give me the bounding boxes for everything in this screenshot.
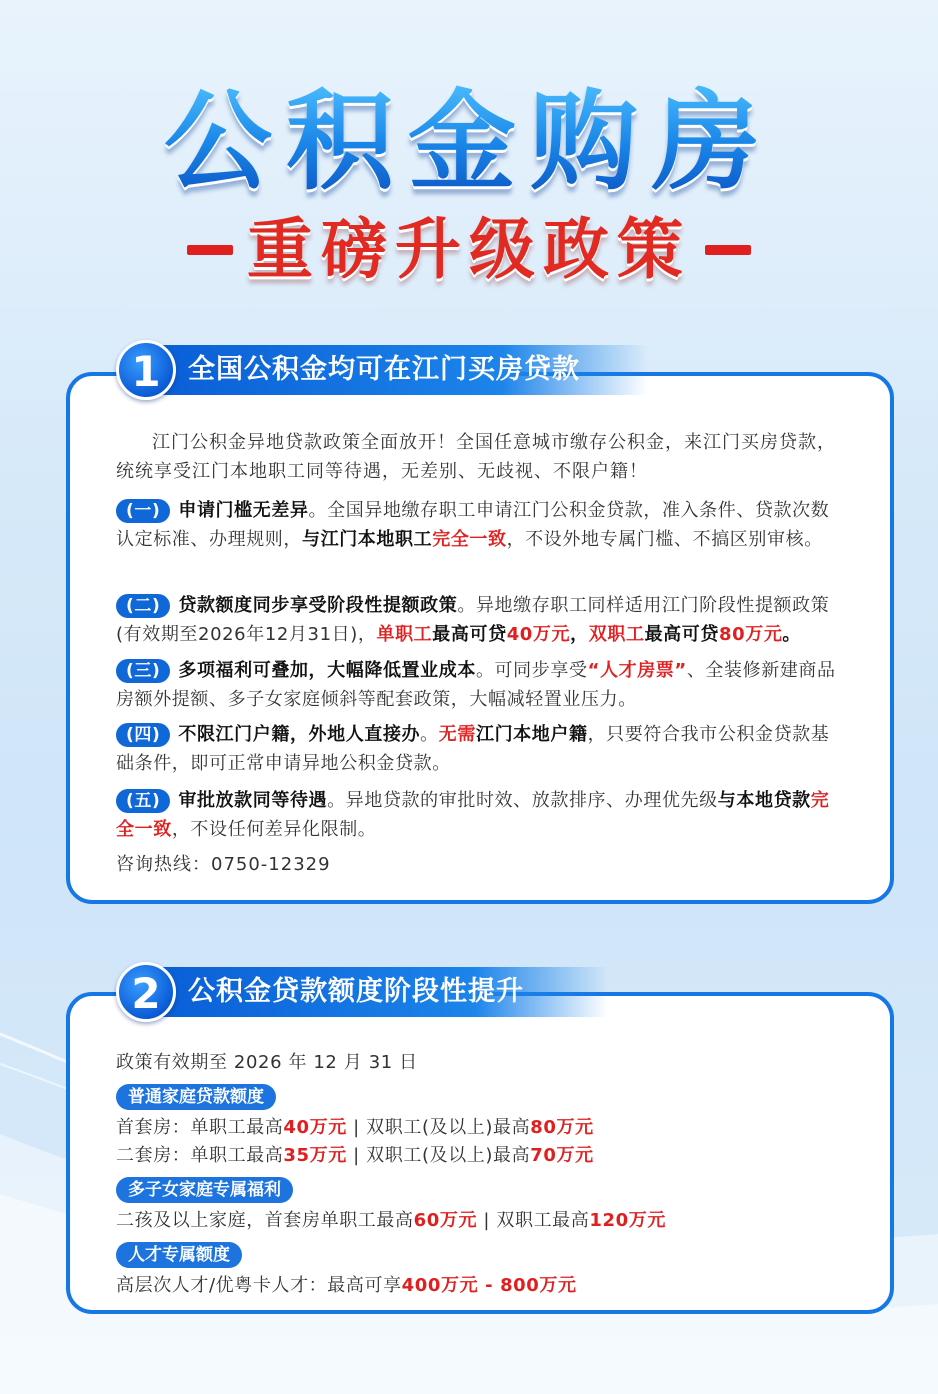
quota-value-dual: 70万元 <box>530 1145 594 1166</box>
page-title: 公积金购房 <box>0 78 938 208</box>
section-1-heading: 全国公积金均可在江门买房贷款 <box>162 345 648 395</box>
policy-item-2-single-worker: 单职工 <box>376 624 433 645</box>
quota-line-multi-child <box>116 1206 666 1232</box>
subtitle-dash-right <box>705 245 751 255</box>
policy-item-5-text: 。异地贷款的审批时效、放款排序、办理优先级 <box>327 790 718 811</box>
policy-item-1-highlight: 完全一致 <box>432 529 507 550</box>
policy-item-2-text: 。异地缴存职工同样适用江门阶段性提额政策(有效期至2026年12月31日)， <box>116 595 830 645</box>
policy-item-5-bold: 与本地贷款 <box>717 790 811 811</box>
quota-value-single: 40万元 <box>283 1117 347 1138</box>
consult-hotline: 咨询热线：0750-12329 <box>116 854 331 875</box>
group-label-multi-child: 多子女家庭专属福利 <box>116 1177 293 1203</box>
subtitle-row <box>0 211 938 288</box>
policy-item-3 <box>116 656 844 714</box>
policy-item-1-text: 。全国异地缴存职工申请江门公积金贷款，准入条件、贷款次数认定标准、办理规则， <box>116 500 830 550</box>
policy-item-5-tag: (五) <box>116 789 170 813</box>
quota-value-dual: 80万元 <box>530 1117 594 1138</box>
policy-item-2-dual-amount: 80万元 <box>718 624 783 645</box>
policy-item-1-tag: (一) <box>116 499 170 523</box>
quota-label: 首套房：单职工最高 <box>116 1117 284 1138</box>
quota-value-dual: 120万元 <box>589 1210 666 1231</box>
policy-item-5-text-end: ，不设任何差异化限制。 <box>171 819 377 840</box>
policy-item-4-text-end: ，只要符合我市公积金贷款基础条件，即可正常申请异地公积金贷款。 <box>116 724 830 774</box>
policy-item-2-max-label-2: 最高可贷 <box>644 624 719 645</box>
quota-line-talent <box>116 1271 577 1297</box>
policy-item-2-end: 。 <box>782 624 802 645</box>
quota-value-single: 35万元 <box>283 1145 347 1166</box>
policy-item-3-highlight: “人才房票” <box>587 660 687 681</box>
quota-label-dual: | 双职工(及以上)最高 <box>346 1145 531 1166</box>
quota-label-dual: | 双职工(及以上)最高 <box>346 1117 531 1138</box>
policy-item-2-lead: 贷款额度同步享受阶段性提额政策 <box>178 595 458 616</box>
quota-line-first-home <box>116 1113 594 1139</box>
policy-validity: 政策有效期至 2026 年 12 月 31 日 <box>116 1052 418 1073</box>
policy-item-2-dual-worker: 双职工 <box>588 624 645 645</box>
section-2-header <box>116 962 608 1022</box>
policy-item-4 <box>116 720 844 778</box>
policy-item-1 <box>116 496 844 554</box>
group-label-talent: 人才专属额度 <box>116 1242 242 1268</box>
group-label-normal-family: 普通家庭贷款额度 <box>116 1084 276 1110</box>
quota-value-single: 60万元 <box>413 1210 478 1231</box>
section-2-number-badge: 2 <box>116 962 176 1022</box>
policy-item-5-lead: 审批放款同等待遇 <box>178 790 328 811</box>
policy-item-1-lead: 申请门槛无差异 <box>178 500 309 521</box>
policy-item-2-single-amount: 40万元 <box>506 624 571 645</box>
policy-item-3-tag: (三) <box>116 659 170 683</box>
subtitle-dash-left <box>187 245 233 255</box>
section-1-header <box>116 340 648 400</box>
section-1-number-badge: 1 <box>116 340 176 400</box>
quota-line-second-home <box>116 1141 594 1167</box>
policy-item-1-bold: 与江门本地职工 <box>302 529 433 550</box>
policy-item-4-bold: 江门本地户籍 <box>475 724 588 745</box>
policy-item-5 <box>116 786 844 844</box>
policy-item-2-sep: ， <box>570 624 589 645</box>
policy-item-3-lead: 多项福利可叠加，大幅降低置业成本 <box>178 660 476 681</box>
quota-label: 二孩及以上家庭，首套房单职工最高 <box>116 1210 414 1231</box>
quota-label: 二套房：单职工最高 <box>116 1145 284 1166</box>
quota-range-sep: - <box>478 1275 501 1296</box>
quota-label-dual: | 双职工最高 <box>477 1210 590 1231</box>
quota-value-max: 800万元 <box>500 1275 577 1296</box>
policy-item-2-max-label: 最高可贷 <box>432 624 507 645</box>
section-1-intro: 江门公积金异地贷款政策全面放开！全国任意城市缴存公积金，来江门买房贷款，统统享受江门本地职工同等待遇，无差别、无歧视、不限户籍！ <box>116 432 836 482</box>
policy-item-3-text: 。可同步享受 <box>475 660 588 681</box>
policy-item-2 <box>116 591 844 649</box>
policy-item-4-text: 。 <box>420 724 439 745</box>
quota-value-min: 400万元 <box>401 1275 479 1296</box>
policy-item-1-text-end: ，不设外地专属门槛、不搞区别审核。 <box>506 529 823 550</box>
quota-label: 高层次人才/优粤卡人才：最高可享 <box>116 1275 402 1296</box>
policy-item-2-tag: (二) <box>116 594 170 618</box>
section-2-heading: 公积金贷款额度阶段性提升 <box>162 967 608 1017</box>
policy-item-4-lead: 不限江门户籍，外地人直接办 <box>178 724 421 745</box>
policy-item-4-highlight: 无需 <box>438 724 476 745</box>
page-subtitle: 重磅升级政策 <box>247 211 691 288</box>
policy-item-5-highlight: 完全一致 <box>116 790 830 840</box>
policy-item-3-text-end: 、全装修新建商品房额外提额、多子女家庭倾斜等配套政策，大幅减轻置业压力。 <box>116 660 836 710</box>
policy-item-4-tag: (四) <box>116 723 170 747</box>
